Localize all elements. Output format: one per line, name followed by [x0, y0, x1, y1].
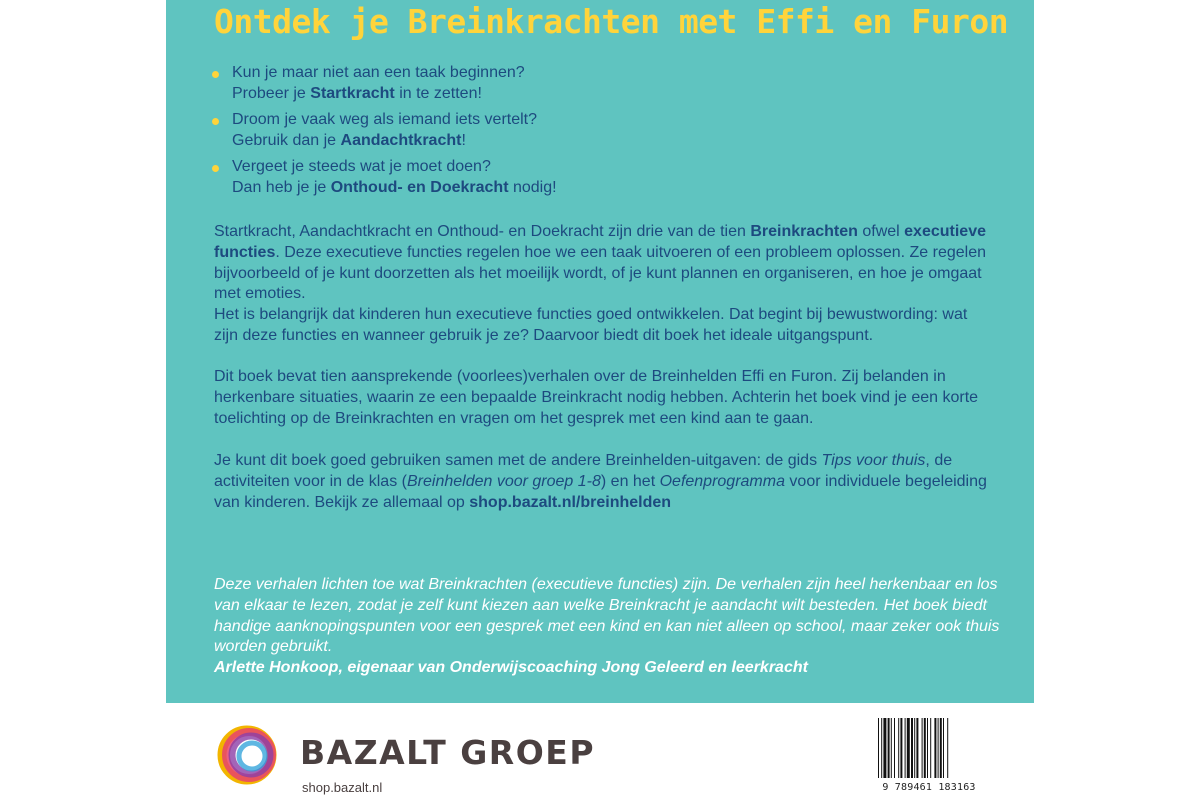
intro-paragraph: Startkracht, Aandachtkracht en Onthoud- en Doekracht zijn drie van de tien Breinkrachten ofwel executieve functies. Deze executieve functies regelen hoe we een taak uitvoeren of een probleem oplossen. Ze regelen bijvoorbeeld of je kunt doorzetten als het moeilijk wordt, of je kunt plannen en organiseren, en hoe je omgaat met emoties. Het is belangrijk dat kinderen hun executieve functies goed ontwikkelen. Dat begint bij bewustwording: wat zijn deze functies en wanneer gebruik je ze? Daarvoor biedt dit boek het ideale uitgangspunt.: [214, 223, 987, 344]
isbn-barcode: [874, 716, 984, 798]
stories-paragraph: Dit boek bevat tien aansprekende (voorlees)verhalen over de Breinhelden Effi en Furon. Zij belanden in herkenbare situaties, waarin ze een bepaalde Breinkracht nodig hebben. Achterin het boek vind je een korte toelichting op de Breinkrachten en vragen om het gesprek met een kind aan te gaan.: [214, 368, 979, 427]
bullet-answer: Dan heb je je Onthoud- en Doekracht nodig!: [232, 179, 557, 196]
bullet-question: Kun je maar niet aan een taak beginnen?: [232, 64, 525, 81]
related-publications-paragraph: Je kunt dit boek goed gebruiken samen met de andere Breinhelden-uitgaven: de gids Tips voor thuis, de activiteiten voor in de klas (Breinhelden voor groep 1-8) en het Oefenprogramma voor individuele begeleiding van kinderen. Bekijk ze allemaal op shop.bazalt.nl/breinhelden: [214, 452, 987, 511]
barcode-bars-icon: [876, 718, 982, 782]
bullet-dot-icon: [212, 71, 219, 78]
bullet-keyword: Onthoud- en Doekracht: [330, 179, 509, 196]
bazalt-circle-logo-icon: [213, 722, 293, 788]
isbn-number: 9 789461 183163: [882, 782, 976, 793]
cover-title: Ontdek je Breinkrachten met Effi en Furon: [214, 2, 1009, 41]
question-bullet-list: [212, 62, 972, 203]
back-cover: [166, 0, 1034, 703]
bullet-dot-icon: [212, 165, 219, 172]
shop-link: shop.bazalt.nl/breinhelden: [469, 493, 672, 511]
endorsement-quote: [214, 575, 1004, 679]
quote-author: Arlette Honkoop, eigenaar van Onderwijscoaching Jong Geleerd en leerkracht: [214, 659, 808, 677]
bullet-answer: Probeer je Startkracht in te zetten!: [232, 85, 482, 102]
bullet-keyword: Startkracht: [310, 85, 395, 102]
bullet-question: Vergeet je steeds wat je moet doen?: [232, 158, 491, 175]
bullet-item-startkracht: [212, 62, 972, 104]
bullet-question: Droom je vaak weg als iemand iets vertelt?: [232, 111, 538, 128]
bullet-item-onthoud-doekracht: [212, 156, 972, 198]
shop-url: shop.bazalt.nl: [302, 780, 383, 795]
brand-name: BAZALT GROEP: [300, 733, 596, 772]
bullet-dot-icon: [212, 118, 219, 125]
bullet-keyword: Aandachtkracht: [340, 132, 462, 149]
bullet-item-aandachtkracht: [212, 109, 972, 151]
bullet-answer: Gebruik dan je Aandachtkracht!: [232, 132, 466, 149]
quote-text: Deze verhalen lichten toe wat Breinkrachten (executieve functies) zijn. De verhalen zijn heel herkenbaar en los van elkaar te lezen, zodat je zelf kunt kiezen aan welke Breinkracht je aandacht wilt besteden. Het boek biedt handige aanknopingspunten voor een gesprek met een kind en kan niet alleen op school, maar zeker ook thuis worden gebruikt.: [214, 576, 1000, 656]
